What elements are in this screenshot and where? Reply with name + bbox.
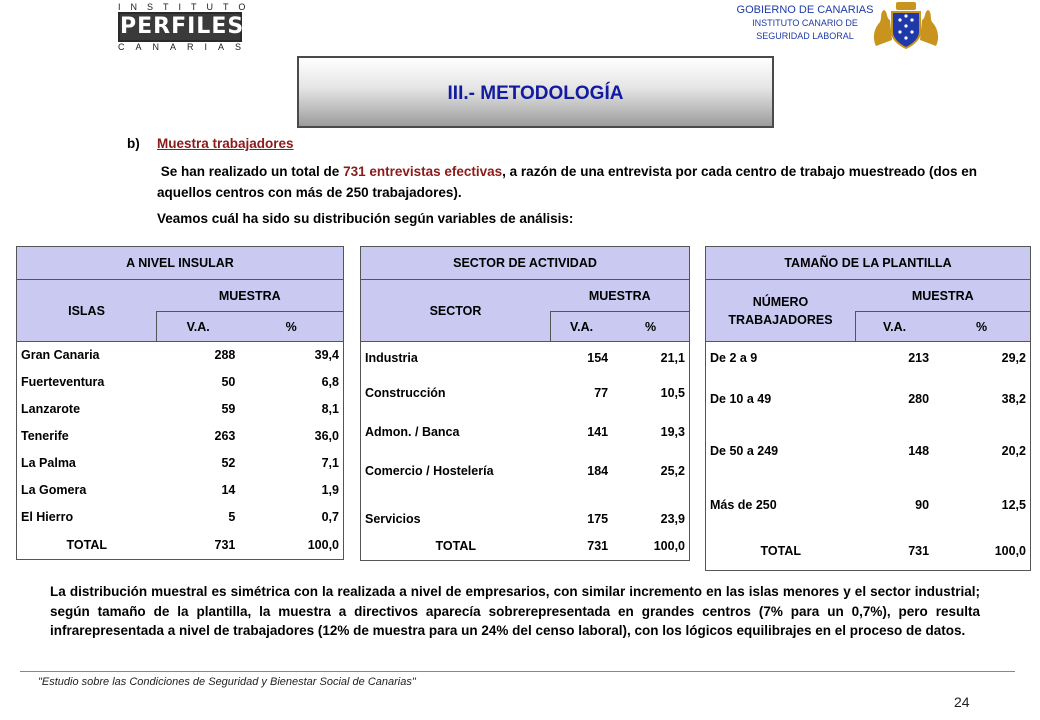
row-va: 90 xyxy=(915,498,930,512)
row-va: 184 xyxy=(587,463,609,478)
section-title-box xyxy=(297,56,774,128)
total-row xyxy=(361,532,690,561)
row-va: 77 xyxy=(594,386,609,400)
row-label: Admon. / Banca xyxy=(361,413,551,452)
pct-label: % xyxy=(612,312,689,342)
total-label: TOTAL xyxy=(706,532,856,571)
row-label: Construcción xyxy=(361,374,551,413)
row-pct: 7,1 xyxy=(239,450,343,477)
table-row xyxy=(17,504,344,531)
row-va: 50 xyxy=(221,375,236,389)
government-header xyxy=(725,4,885,43)
table-row xyxy=(17,342,344,369)
footer-text: "Estudio sobre las Condiciones de Seguridad y Bienestar Social de Canarias" xyxy=(38,676,416,688)
table-row xyxy=(17,423,344,450)
logo-bottom-text: CANARIAS xyxy=(118,42,253,52)
row-pct: 23,9 xyxy=(612,490,689,532)
muestra-label: MUESTRA xyxy=(157,280,344,312)
row-va: 288 xyxy=(157,342,240,369)
coat-of-arms-icon xyxy=(870,0,942,52)
total-va: 731 xyxy=(157,531,240,560)
va-label: V.A. xyxy=(856,312,934,342)
va-label: V.A. xyxy=(551,312,613,342)
table-header: SECTOR DE ACTIVIDAD xyxy=(361,247,690,280)
table-plantilla xyxy=(705,246,1031,571)
row-pct: 36,0 xyxy=(239,423,343,450)
subsection-title: Muestra trabajadores xyxy=(157,136,294,151)
total-label: TOTAL xyxy=(361,532,551,561)
row-label: Lanzarote xyxy=(17,396,157,423)
logo-main-text: PERFILES xyxy=(118,12,242,42)
row-label: La Gomera xyxy=(17,477,157,504)
row-va: 154 xyxy=(551,342,613,374)
intro-text-a: Se han realizado un total de xyxy=(160,164,344,179)
table-row xyxy=(706,479,1031,532)
total-pct: 100,0 xyxy=(612,532,689,561)
total-va: 731 xyxy=(856,532,934,571)
muestra-label: MUESTRA xyxy=(551,280,690,312)
table-row xyxy=(17,477,344,504)
row-label: Más de 250 xyxy=(706,479,856,532)
row-pct: 10,5 xyxy=(612,374,689,413)
row-va: 175 xyxy=(587,511,609,526)
intro-paragraph-2: Veamos cuál ha sido su distribución según variables de análisis: xyxy=(157,211,574,226)
row-pct: 0,7 xyxy=(239,504,343,531)
table-row xyxy=(361,413,690,452)
page-title: III.- METODOLOGÍA xyxy=(447,83,624,104)
row-pct: 38,2 xyxy=(933,374,1030,424)
row-pct: 39,4 xyxy=(239,342,343,369)
total-pct: 100,0 xyxy=(933,532,1030,571)
logo-top-text: INSTITUTO xyxy=(118,2,256,12)
row-va: 59 xyxy=(221,402,236,416)
table-header: A NIVEL INSULAR xyxy=(17,247,344,280)
gov-line-1: GOBIERNO DE CANARIAS xyxy=(736,4,874,16)
table-row xyxy=(17,396,344,423)
row-pct: 29,2 xyxy=(933,342,1030,374)
row-label: Servicios xyxy=(361,490,551,532)
pct-label: % xyxy=(933,312,1030,342)
total-row xyxy=(17,531,344,560)
va-label: V.A. xyxy=(157,312,240,342)
total-label: TOTAL xyxy=(17,531,157,560)
column-label-line-1: NÚMERO xyxy=(752,294,809,309)
table-header: TAMAÑO DE LA PLANTILLA xyxy=(706,247,1031,280)
row-va: 5 xyxy=(228,510,236,524)
column-label: SECTOR xyxy=(361,280,551,342)
table-row xyxy=(361,452,690,490)
subsection-marker: b) xyxy=(127,136,140,151)
row-label: De 10 a 49 xyxy=(706,374,856,424)
row-label: El Hierro xyxy=(17,504,157,531)
total-row xyxy=(706,532,1031,571)
row-va: 141 xyxy=(587,425,609,439)
gov-line-3: SEGURIDAD LABORAL xyxy=(756,31,854,41)
muestra-label: MUESTRA xyxy=(856,280,1031,312)
row-va: 52 xyxy=(221,456,236,470)
row-label: Comercio / Hostelería xyxy=(361,452,551,490)
footer-divider xyxy=(20,671,1015,672)
table-row xyxy=(706,342,1031,374)
row-pct: 25,2 xyxy=(612,452,689,490)
row-label: Fuerteventura xyxy=(17,369,157,396)
row-label: Gran Canaria xyxy=(17,342,157,369)
column-label: ISLAS xyxy=(17,280,157,342)
row-va: 14 xyxy=(221,483,236,497)
total-va: 731 xyxy=(551,532,613,561)
row-pct: 6,8 xyxy=(239,369,343,396)
intro-text-b: , a razón de una entrevista por cada centro de trabajo muestreado (dos en aquellos centros con más de 250 trabajadores). xyxy=(157,164,978,200)
row-pct: 21,1 xyxy=(612,342,689,374)
row-pct: 19,3 xyxy=(612,413,689,452)
row-va: 263 xyxy=(214,429,236,443)
row-pct: 20,2 xyxy=(933,424,1030,479)
intro-paragraph xyxy=(157,161,992,203)
pct-label: % xyxy=(239,312,343,342)
total-pct: 100,0 xyxy=(239,531,343,560)
row-pct: 12,5 xyxy=(933,479,1030,532)
row-va: 148 xyxy=(908,444,930,458)
table-row xyxy=(17,450,344,477)
row-label: La Palma xyxy=(17,450,157,477)
row-label: Industria xyxy=(361,342,551,374)
row-va: 213 xyxy=(856,342,934,374)
page-number: 24 xyxy=(954,694,970,710)
row-pct: 1,9 xyxy=(239,477,343,504)
row-pct: 8,1 xyxy=(239,396,343,423)
table-row xyxy=(361,342,690,374)
table-row xyxy=(17,369,344,396)
table-row xyxy=(706,374,1031,424)
table-row xyxy=(706,424,1031,479)
gov-line-2: INSTITUTO CANARIO DE xyxy=(752,18,858,28)
table-sector xyxy=(360,246,690,561)
row-label: De 2 a 9 xyxy=(706,342,856,374)
row-label: Tenerife xyxy=(17,423,157,450)
row-label: De 50 a 249 xyxy=(706,424,856,479)
column-label xyxy=(706,280,856,342)
perfiles-logo xyxy=(118,2,256,54)
table-row xyxy=(361,374,690,413)
table-row xyxy=(361,490,690,532)
column-label-line-2: TRABAJADORES xyxy=(728,312,833,327)
table-insular xyxy=(16,246,344,560)
conclusion-paragraph: La distribución muestral es simétrica con la realizada a nivel de empresarios, con similar incremento en las islas menores y el sector industrial; según tamaño de la plantilla, la muestra a directivos aparecía sobrerepresentada en grandes centros (7% para un 0,7%), pero resulta infrarepresentada a nivel de trabajadores (12% de muestra para un 24% del censo laboral), con los lógicos equilibrajes en el proceso de datos. xyxy=(50,584,980,638)
row-va: 280 xyxy=(908,391,930,406)
intro-highlight: 731 entrevistas efectivas xyxy=(343,164,503,179)
